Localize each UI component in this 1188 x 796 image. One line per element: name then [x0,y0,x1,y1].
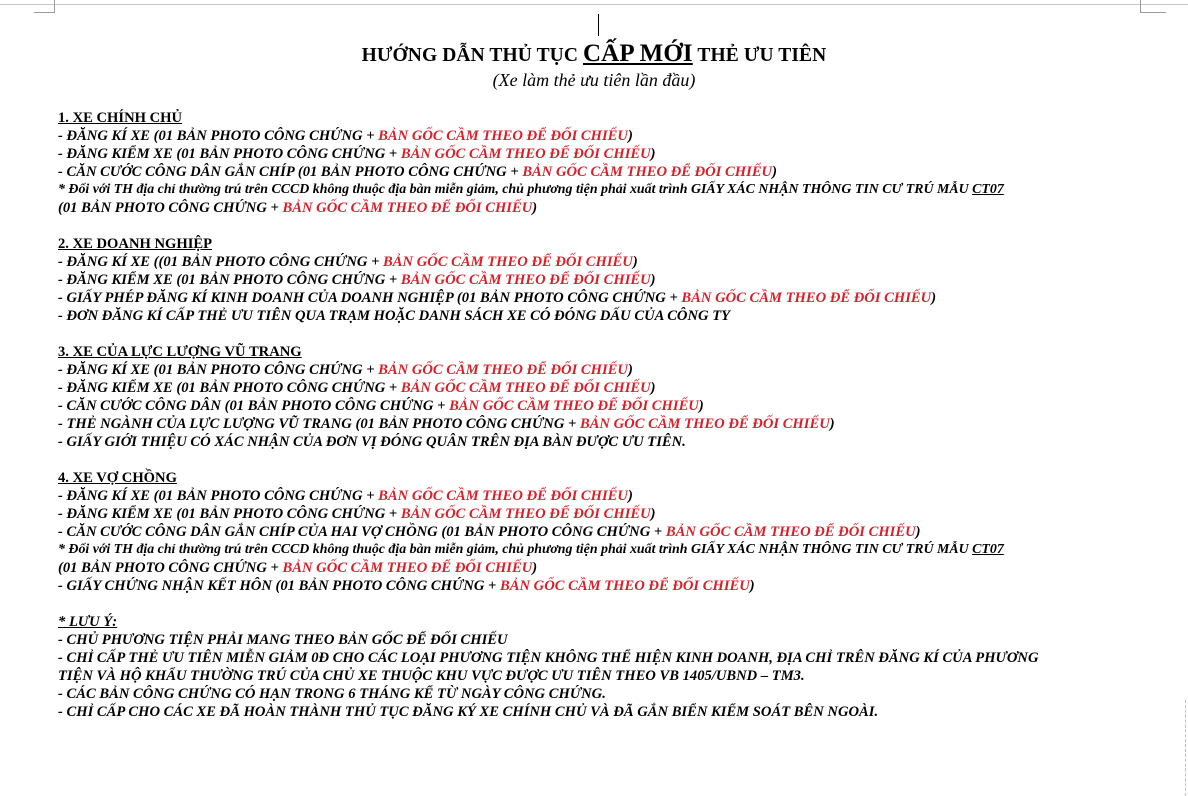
item-text: - CHỈ CẤP THẺ ƯU TIÊN MIỄN GIẢM 0Đ CHO CÁC LOẠI PHƯƠNG TIỆN KHÔNG THỂ HIỆN KINH DOANH, ĐỊA CHỈ TRÊN ĐĂNG KÍ CỦA PHƯƠNG [58,650,1039,666]
spacer [58,325,1133,343]
item-text: TIỆN VÀ HỘ KHẨU THƯỜNG TRÚ CỦA CHỦ XE THUỘC KHU VỰC ĐƯỢC ƯU TIÊN THEO VB 1405/UBND – TM3. [58,668,805,684]
item-text: - CĂN CƯỚC CÔNG DÂN (01 BẢN PHOTO CÔNG CHỨNG + [58,398,450,414]
list-item [58,559,1133,577]
list-item [58,631,1133,649]
title-prefix: HƯỚNG DẪN THỦ TỤC [361,45,584,66]
document-subtitle: (Xe làm thẻ ưu tiên lần đầu) [492,70,696,90]
document-title [0,40,1188,70]
original-note: BẢN GỐC CẦM THEO ĐỂ ĐỐI CHIẾU [665,524,916,540]
item-text: - CHỈ CẤP CHO CÁC XE ĐÃ HOÀN THÀNH THỦ TỤC ĐĂNG KÝ XE CHÍNH CHỦ VÀ ĐÃ GẮN BIỂN KIỂM SOÁT BÊN NGOÀI. [58,704,879,720]
page-corner-mark-right-v [1140,0,1141,13]
close-paren: ) [627,362,633,378]
list-item [58,289,1133,307]
page-top-border [0,4,1188,5]
page-right-edge [1184,700,1186,796]
item-text: - GIẤY CHỨNG NHẬN KẾT HÔN (01 BẢN PHOTO CÔNG CHỨNG + [58,578,501,594]
item-text: - ĐĂNG KÍ XE (01 BẢN PHOTO CÔNG CHỨNG + [58,488,379,504]
list-item [58,433,1133,451]
page-corner-mark-right [1140,12,1166,13]
item-text: (01 BẢN PHOTO CÔNG CHỨNG + [58,200,283,216]
list-item [58,379,1133,397]
original-note: BẢN GỐC CẦM THEO ĐỂ ĐỐI CHIẾU [400,146,651,162]
original-note: BẢN GỐC CẦM THEO ĐỂ ĐỐI CHIẾU [378,362,628,378]
close-paren: ) [532,200,538,216]
list-item [58,307,1133,325]
section-heading [58,469,1133,487]
section-heading [58,613,1133,631]
list-item [58,163,1133,181]
form-code: CT07 [972,542,1004,557]
item-text: - ĐĂNG KÍ XE ((01 BẢN PHOTO CÔNG CHỨNG + [58,254,384,270]
document-body [58,109,1133,721]
footnote [58,541,1133,559]
notes-heading: * LƯU Ý: [58,614,118,630]
list-item [58,145,1133,163]
original-note: BẢN GỐC CẦM THEO ĐỂ ĐỐI CHIẾU [378,128,628,144]
close-paren: ) [931,290,937,306]
item-text: - CHỦ PHƯƠNG TIỆN PHẢI MANG THEO BẢN GỐC ĐỂ ĐỐI CHIẾU [58,632,508,648]
section-1-heading: 1. XE CHÍNH CHỦ [58,110,183,126]
original-note: BẢN GỐC CẦM THEO ĐỂ ĐỐI CHIẾU [500,578,750,594]
close-paren: ) [749,578,755,594]
close-paren: ) [915,524,921,540]
original-note: BẢN GỐC CẦM THEO ĐỂ ĐỐI CHIẾU [378,488,628,504]
item-text: - CĂN CƯỚC CÔNG DÂN GẮN CHÍP (01 BẢN PHOTO CÔNG CHỨNG + [58,164,523,180]
item-text: (01 BẢN PHOTO CÔNG CHỨNG + [58,560,283,576]
item-text: - CĂN CƯỚC CÔNG DÂN GẮN CHÍP CỦA HAI VỢ CHỒNG (01 BẢN PHOTO CÔNG CHỨNG + [58,524,666,540]
original-note: BẢN GỐC CẦM THEO ĐỂ ĐỐI CHIẾU [681,290,932,306]
original-note: BẢN GỐC CẦM THEO ĐỂ ĐỐI CHIẾU [400,506,651,522]
page-corner-mark-left-v [54,0,55,13]
item-text: - ĐĂNG KIỂM XE (01 BẢN PHOTO CÔNG CHỨNG + [58,146,401,162]
footnote [58,181,1133,199]
close-paren: ) [532,560,538,576]
list-item [58,361,1133,379]
spacer [58,451,1133,469]
page-corner-mark-left [34,12,54,13]
close-paren: ) [627,488,633,504]
list-item [58,523,1133,541]
footnote-text: * Đối với TH địa chỉ thường trú trên CCCD không thuộc địa bàn miễn giảm, chủ phương tiện phải xuất trình GIẤY XÁC NHẬN THÔNG TIN CƯ TRÚ MẪU [58,182,973,197]
list-item [58,703,1133,721]
original-note: BẢN GỐC CẦM THEO ĐỂ ĐỐI CHIẾU [383,254,633,270]
form-code: CT07 [972,182,1004,197]
close-paren: ) [772,164,777,180]
section-heading [58,343,1133,361]
close-paren: ) [650,380,656,396]
title-suffix: THẺ ƯU TIÊN [692,45,827,66]
original-note: BẢN GỐC CẦM THEO ĐỂ ĐỐI CHIẾU [282,560,533,576]
list-item [58,127,1133,145]
list-item [58,505,1133,523]
close-paren: ) [650,272,656,288]
close-paren: ) [698,398,704,414]
item-text: - ĐĂNG KÍ XE (01 BẢN PHOTO CÔNG CHỨNG + [58,362,379,378]
item-text: - GIẤY PHÉP ĐĂNG KÍ KINH DOANH CỦA DOANH NGHIỆP (01 BẢN PHOTO CÔNG CHỨNG + [58,290,682,306]
spacer [58,217,1133,235]
title-emphasis: CẤP MỚI [583,40,693,67]
item-text: - ĐĂNG KÍ XE (01 BẢN PHOTO CÔNG CHỨNG + [58,128,379,144]
item-text: - ĐĂNG KIỂM XE (01 BẢN PHOTO CÔNG CHỨNG + [58,380,401,396]
section-heading [58,109,1133,127]
item-text: - ĐĂNG KIỂM XE (01 BẢN PHOTO CÔNG CHỨNG + [58,272,401,288]
section-4-heading: 4. XE VỢ CHỒNG [58,470,177,486]
close-paren: ) [829,416,835,432]
original-note: BẢN GỐC CẦM THEO ĐỂ ĐỐI CHIẾU [449,398,699,414]
list-item [58,487,1133,505]
item-text: - ĐƠN ĐĂNG KÍ CẤP THẺ ƯU TIÊN QUA TRẠM HOẶC DANH SÁCH XE CÓ ĐÓNG DẤU CỦA CÔNG TY [58,308,731,324]
footnote-text: * Đối với TH địa chỉ thường trú trên CCCD không thuộc địa bàn miễn giảm, chủ phương tiện phải xuất trình GIẤY XÁC NHẬN THÔNG TIN CƯ TRÚ MẪU [58,542,973,557]
section-2-heading: 2. XE DOANH NGHIỆP [58,236,213,252]
close-paren: ) [627,128,633,144]
original-note: BẢN GỐC CẦM THEO ĐỂ ĐỐI CHIẾU [579,416,830,432]
text-cursor [598,14,599,36]
item-text: - ĐĂNG KIỂM XE (01 BẢN PHOTO CÔNG CHỨNG + [58,506,401,522]
list-item [58,397,1133,415]
item-text: - GIẤY GIỚI THIỆU CÓ XÁC NHẬN CỦA ĐƠN VỊ ĐÓNG QUÂN TRÊN ĐỊA BÀN ĐƯỢC ƯU TIÊN. [58,434,686,450]
original-note: BẢN GỐC CẦM THEO ĐỂ ĐỐI CHIẾU [400,380,651,396]
original-note: BẢN GỐC CẦM THEO ĐỂ ĐỐI CHIẾU [400,272,651,288]
close-paren: ) [650,146,656,162]
list-item [58,199,1133,217]
list-item [58,253,1133,271]
item-text: - THẺ NGÀNH CỦA LỰC LƯỢNG VŨ TRANG (01 BẢN PHOTO CÔNG CHỨNG + [58,416,580,432]
section-3-heading: 3. XE CỦA LỰC LƯỢNG VŨ TRANG [58,344,302,360]
close-paren: ) [650,506,656,522]
list-item [58,415,1133,433]
list-item [58,649,1133,667]
close-paren: ) [632,254,638,270]
item-text: - CÁC BẢN CÔNG CHỨNG CÓ HẠN TRONG 6 THÁNG KỂ TỪ NGÀY CÔNG CHỨNG. [58,686,606,702]
list-item [58,685,1133,703]
original-note: BẢN GỐC CẦM THEO ĐỂ ĐỐI CHIẾU [522,164,773,180]
list-item [58,577,1133,595]
spacer [58,595,1133,613]
section-heading [58,235,1133,253]
original-note: BẢN GỐC CẦM THEO ĐỂ ĐỐI CHIẾU [282,200,533,216]
list-item [58,271,1133,289]
list-item [58,667,1133,685]
